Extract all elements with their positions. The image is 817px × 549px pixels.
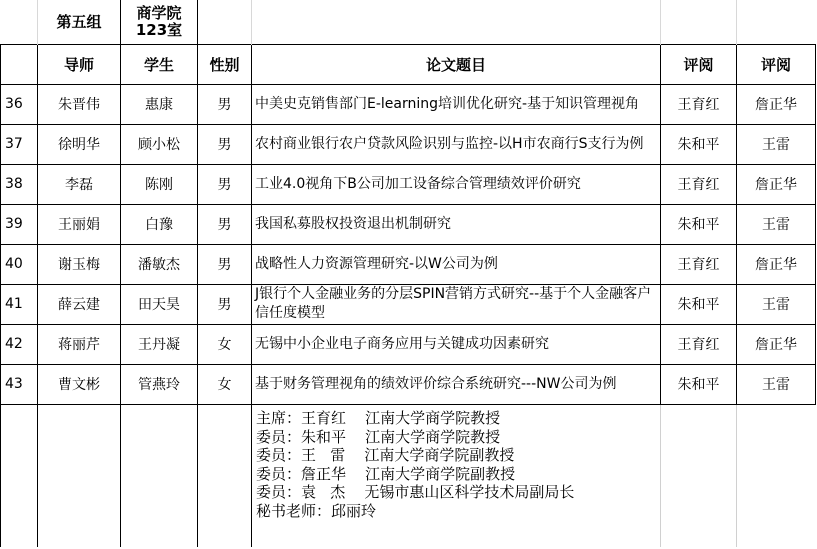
header-num [1, 44, 38, 84]
student-cell: 管燕玲 [121, 364, 198, 404]
header-title: 论文题目 [252, 44, 661, 84]
advisor-cell: 李磊 [38, 164, 121, 204]
reviewer-1-cell: 王育红 [661, 244, 737, 284]
thesis-title-cell: J银行个人金融业务的分层SPIN营销方式研究--基于个人金融客户信任度模型 [252, 284, 661, 324]
advisor-cell: 谢玉梅 [38, 244, 121, 284]
reviewer-1-cell: 朱和平 [661, 364, 737, 404]
student-cell: 陈刚 [121, 164, 198, 204]
committee-member: 委员：朱和平 江南大学商学院教授 [256, 427, 501, 446]
reviewer-2-cell: 王雷 [737, 284, 816, 324]
reviewer-2-cell: 王雷 [737, 364, 816, 404]
thesis-title-cell: 无锡中小企业电子商务应用与关键成功因素研究 [252, 324, 661, 364]
student-cell: 白豫 [121, 204, 198, 244]
group-header-row [1, 0, 816, 44]
advisor-cell: 薛云建 [38, 284, 121, 324]
reviewer-1-cell: 朱和平 [661, 124, 737, 164]
header-review-2: 评阅 [737, 44, 816, 84]
row-number: 39 [1, 204, 38, 244]
thesis-title-cell: 中美史克销售部门E-learning培训优化研究-基于知识管理视角 [252, 84, 661, 124]
advisor-cell: 蒋丽芹 [38, 324, 121, 364]
row-number: 42 [1, 324, 38, 364]
table-row [1, 244, 816, 284]
reviewer-2-cell: 王雷 [737, 124, 816, 164]
reviewer-2-cell: 詹正华 [737, 244, 816, 284]
group-location: 商学院123室 [121, 0, 198, 44]
student-cell: 王丹凝 [121, 324, 198, 364]
committee-list [256, 409, 574, 520]
table-row [1, 284, 816, 324]
thesis-title-cell: 工业4.0视角下B公司加工设备综合管理绩效评价研究 [252, 164, 661, 204]
student-cell: 潘敏杰 [121, 244, 198, 284]
committee-member: 委员：詹正华 江南大学商学院副教授 [256, 464, 516, 483]
reviewer-1-cell: 王育红 [661, 164, 737, 204]
student-cell: 田天昊 [121, 284, 198, 324]
table-row [1, 324, 816, 364]
student-cell: 顾小松 [121, 124, 198, 164]
advisor-cell: 曹文彬 [38, 364, 121, 404]
thesis-title-cell: 农村商业银行农户贷款风险识别与监控-以H市农商行S支行为例 [252, 124, 661, 164]
advisor-cell: 朱晋伟 [38, 84, 121, 124]
advisor-cell: 徐明华 [38, 124, 121, 164]
reviewer-2-cell: 詹正华 [737, 324, 816, 364]
group-name: 第五组 [38, 0, 121, 44]
gender-cell: 男 [198, 84, 252, 124]
table-row [1, 124, 816, 164]
advisor-cell: 王丽娟 [38, 204, 121, 244]
gender-cell: 女 [198, 364, 252, 404]
committee-secretary: 秘书老师：邱丽玲 [256, 501, 377, 520]
table-row [1, 164, 816, 204]
row-number: 40 [1, 244, 38, 284]
reviewer-1-cell: 朱和平 [661, 284, 737, 324]
column-header-row [1, 44, 816, 84]
table-row [1, 84, 816, 124]
reviewer-1-cell: 王育红 [661, 324, 737, 364]
reviewer-2-cell: 詹正华 [737, 84, 816, 124]
gender-cell: 男 [198, 284, 252, 324]
student-cell: 惠康 [121, 84, 198, 124]
header-student: 学生 [121, 44, 198, 84]
committee-chair: 主席：王育红 江南大学商学院教授 [256, 409, 501, 427]
row-number: 38 [1, 164, 38, 204]
thesis-title-cell: 基于财务管理视角的绩效评价综合系统研究---NW公司为例 [252, 364, 661, 404]
header-advisor: 导师 [38, 44, 121, 84]
table-row [1, 364, 816, 404]
table-row [1, 204, 816, 244]
row-number: 37 [1, 124, 38, 164]
reviewer-1-cell: 王育红 [661, 84, 737, 124]
row-number: 43 [1, 364, 38, 404]
gender-cell: 男 [198, 204, 252, 244]
reviewer-1-cell: 朱和平 [661, 204, 737, 244]
row-number: 41 [1, 284, 38, 324]
row-number: 36 [1, 84, 38, 124]
gender-cell: 女 [198, 324, 252, 364]
committee-member: 委员：王 雷 江南大学商学院副教授 [256, 446, 515, 464]
gender-cell: 男 [198, 244, 252, 284]
thesis-title-cell: 我国私募股权投资退出机制研究 [252, 204, 661, 244]
reviewer-2-cell: 詹正华 [737, 164, 816, 204]
thesis-title-cell: 战略性人力资源管理研究-以W公司为例 [252, 244, 661, 284]
header-gender: 性别 [198, 44, 252, 84]
header-review-1: 评阅 [661, 44, 737, 84]
reviewer-2-cell: 王雷 [737, 204, 816, 244]
committee-member: 委员：袁 杰 无锡市惠山区科学技术局副局长 [256, 483, 575, 501]
gender-cell: 男 [198, 164, 252, 204]
gender-cell: 男 [198, 124, 252, 164]
